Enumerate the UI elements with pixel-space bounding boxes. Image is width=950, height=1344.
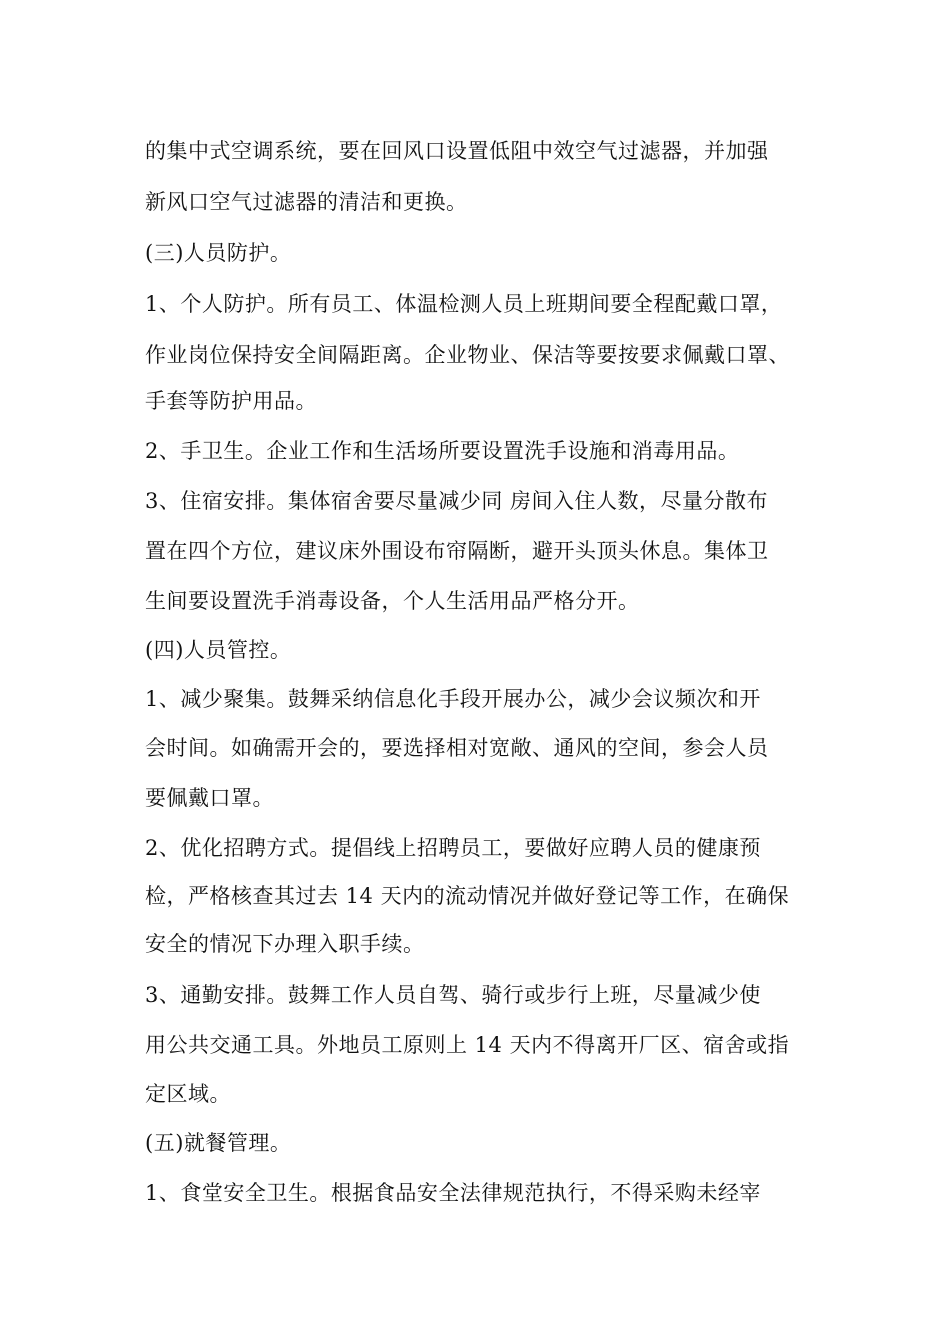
text-line: 的集中式空调系统，要在回风口设置低阻中效空气过滤器，并加强 [145,139,769,163]
text-line: 安全的情况下办理入职手续。 [145,932,425,956]
section-heading: (四)人员管控。 [145,638,292,662]
text-line: 1、减少聚集。鼓舞采纳信息化手段开展办公，减少会议频次和开 [145,687,761,711]
text-line: 用公共交通工具。外地员工原则上 14 天内不得离开厂区、宿舍或指 [145,1033,790,1057]
section-heading: (五)就餐管理。 [145,1131,292,1155]
text-line: 3、通勤安排。鼓舞工作人员自驾、骑行或步行上班，尽量减少使 [145,983,761,1007]
text-line: 2、优化招聘方式。提倡线上招聘员工，要做好应聘人员的健康预 [145,836,761,860]
text-line: 作业岗位保持安全间隔距离。企业物业、保洁等要按要求佩戴口罩、 [145,343,790,367]
text-line: 新风口空气过滤器的清洁和更换。 [145,190,468,214]
text-line: 置在四个方位，建议床外围设布帘隔断，避开头顶头休息。集体卫 [145,539,769,563]
text-line: 3、住宿安排。集体宿舍要尽量减少同 房间入住人数，尽量分散布 [145,489,769,513]
text-line: 定区域。 [145,1082,231,1106]
text-line: 检，严格核查其过去 14 天内的流动情况并做好登记等工作，在确保 [145,884,790,908]
section-heading: (三)人员防护。 [145,241,292,265]
text-line: 生间要设置洗手消毒设备，个人生活用品严格分开。 [145,589,640,613]
text-line: 手套等防护用品。 [145,389,317,413]
text-line: 要佩戴口罩。 [145,786,274,810]
text-line: 1、食堂安全卫生。根据食品安全法律规范执行，不得采购未经宰 [145,1181,761,1205]
text-line: 2、手卫生。企业工作和生活场所要设置洗手设施和消毒用品。 [145,439,740,463]
text-line: 1、个人防护。所有员工、体温检测人员上班期间要全程配戴口罩， [145,292,783,316]
text-line: 会时间。如确需开会的，要选择相对宽敞、通风的空间，参会人员 [145,736,769,760]
